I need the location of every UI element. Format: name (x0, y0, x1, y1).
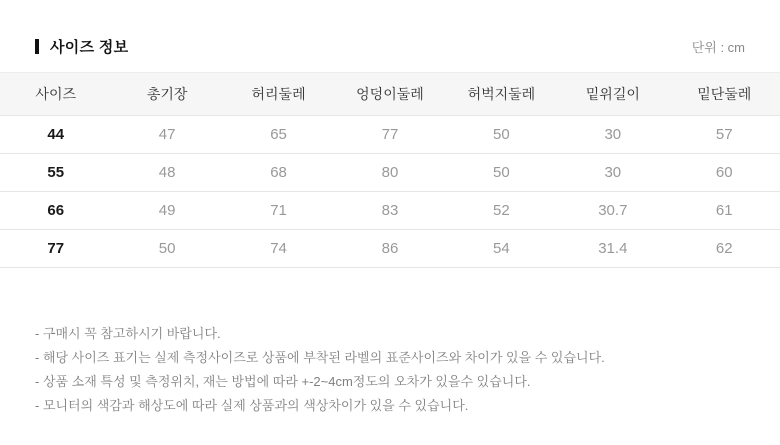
table-row-44 (0, 116, 780, 154)
value-cell: 31.4 (557, 230, 668, 268)
column-header-waist: 허리둘레 (223, 73, 334, 116)
column-header-rise: 밑위길이 (557, 73, 668, 116)
size-cell: 77 (0, 230, 111, 268)
value-cell: 60 (669, 154, 780, 192)
note-line: - 모니터의 색감과 해상도에 따라 실제 상품과의 색상차이가 있을 수 있습니다. (35, 398, 469, 413)
column-header-hem: 밑단둘레 (669, 73, 780, 116)
value-cell: 57 (669, 116, 780, 154)
value-cell: 54 (446, 230, 557, 268)
column-header-thigh: 허벅지둘레 (446, 73, 557, 116)
header-row (0, 73, 780, 116)
column-header-hip: 엉덩이둘레 (334, 73, 445, 116)
value-cell: 68 (223, 154, 334, 192)
value-cell: 48 (111, 154, 222, 192)
value-cell: 65 (223, 116, 334, 154)
value-cell: 86 (334, 230, 445, 268)
column-header-total-length: 총기장 (111, 73, 222, 116)
value-cell: 80 (334, 154, 445, 192)
note-line: - 상품 소재 특성 및 측정위치, 재는 방법에 따라 +-2~4cm정도의 오차가 있을수 있습니다. (35, 374, 531, 389)
title-accent-bar (35, 39, 39, 54)
value-cell: 62 (669, 230, 780, 268)
value-cell: 47 (111, 116, 222, 154)
section-title: 사이즈 정보 (50, 38, 129, 56)
value-cell: 30.7 (557, 192, 668, 230)
value-cell: 30 (557, 154, 668, 192)
value-cell: 83 (334, 192, 445, 230)
section-header (0, 34, 780, 58)
section-title-group (35, 36, 128, 57)
value-cell: 61 (669, 192, 780, 230)
size-cell: 55 (0, 154, 111, 192)
notes-block (0, 322, 780, 418)
value-cell: 50 (111, 230, 222, 268)
size-table-head (0, 73, 780, 116)
value-cell: 71 (223, 192, 334, 230)
value-cell: 50 (446, 154, 557, 192)
size-table-body (0, 116, 780, 268)
value-cell: 52 (446, 192, 557, 230)
table-row-77 (0, 230, 780, 268)
value-cell: 74 (223, 230, 334, 268)
value-cell: 50 (446, 116, 557, 154)
table-row-66 (0, 192, 780, 230)
table-row-55 (0, 154, 780, 192)
note-line: - 해당 사이즈 표기는 실제 측정사이즈로 상품에 부착된 라벨의 표준사이즈와 차이가 있을 수 있습니다. (35, 350, 605, 365)
size-table (0, 72, 780, 268)
value-cell: 30 (557, 116, 668, 154)
size-cell: 66 (0, 192, 111, 230)
note-line: - 구매시 꼭 참고하시기 바랍니다. (35, 326, 221, 341)
size-cell: 44 (0, 116, 111, 154)
column-header-size: 사이즈 (0, 73, 111, 116)
value-cell: 77 (334, 116, 445, 154)
value-cell: 49 (111, 192, 222, 230)
unit-label: 단위 : cm (691, 39, 745, 55)
